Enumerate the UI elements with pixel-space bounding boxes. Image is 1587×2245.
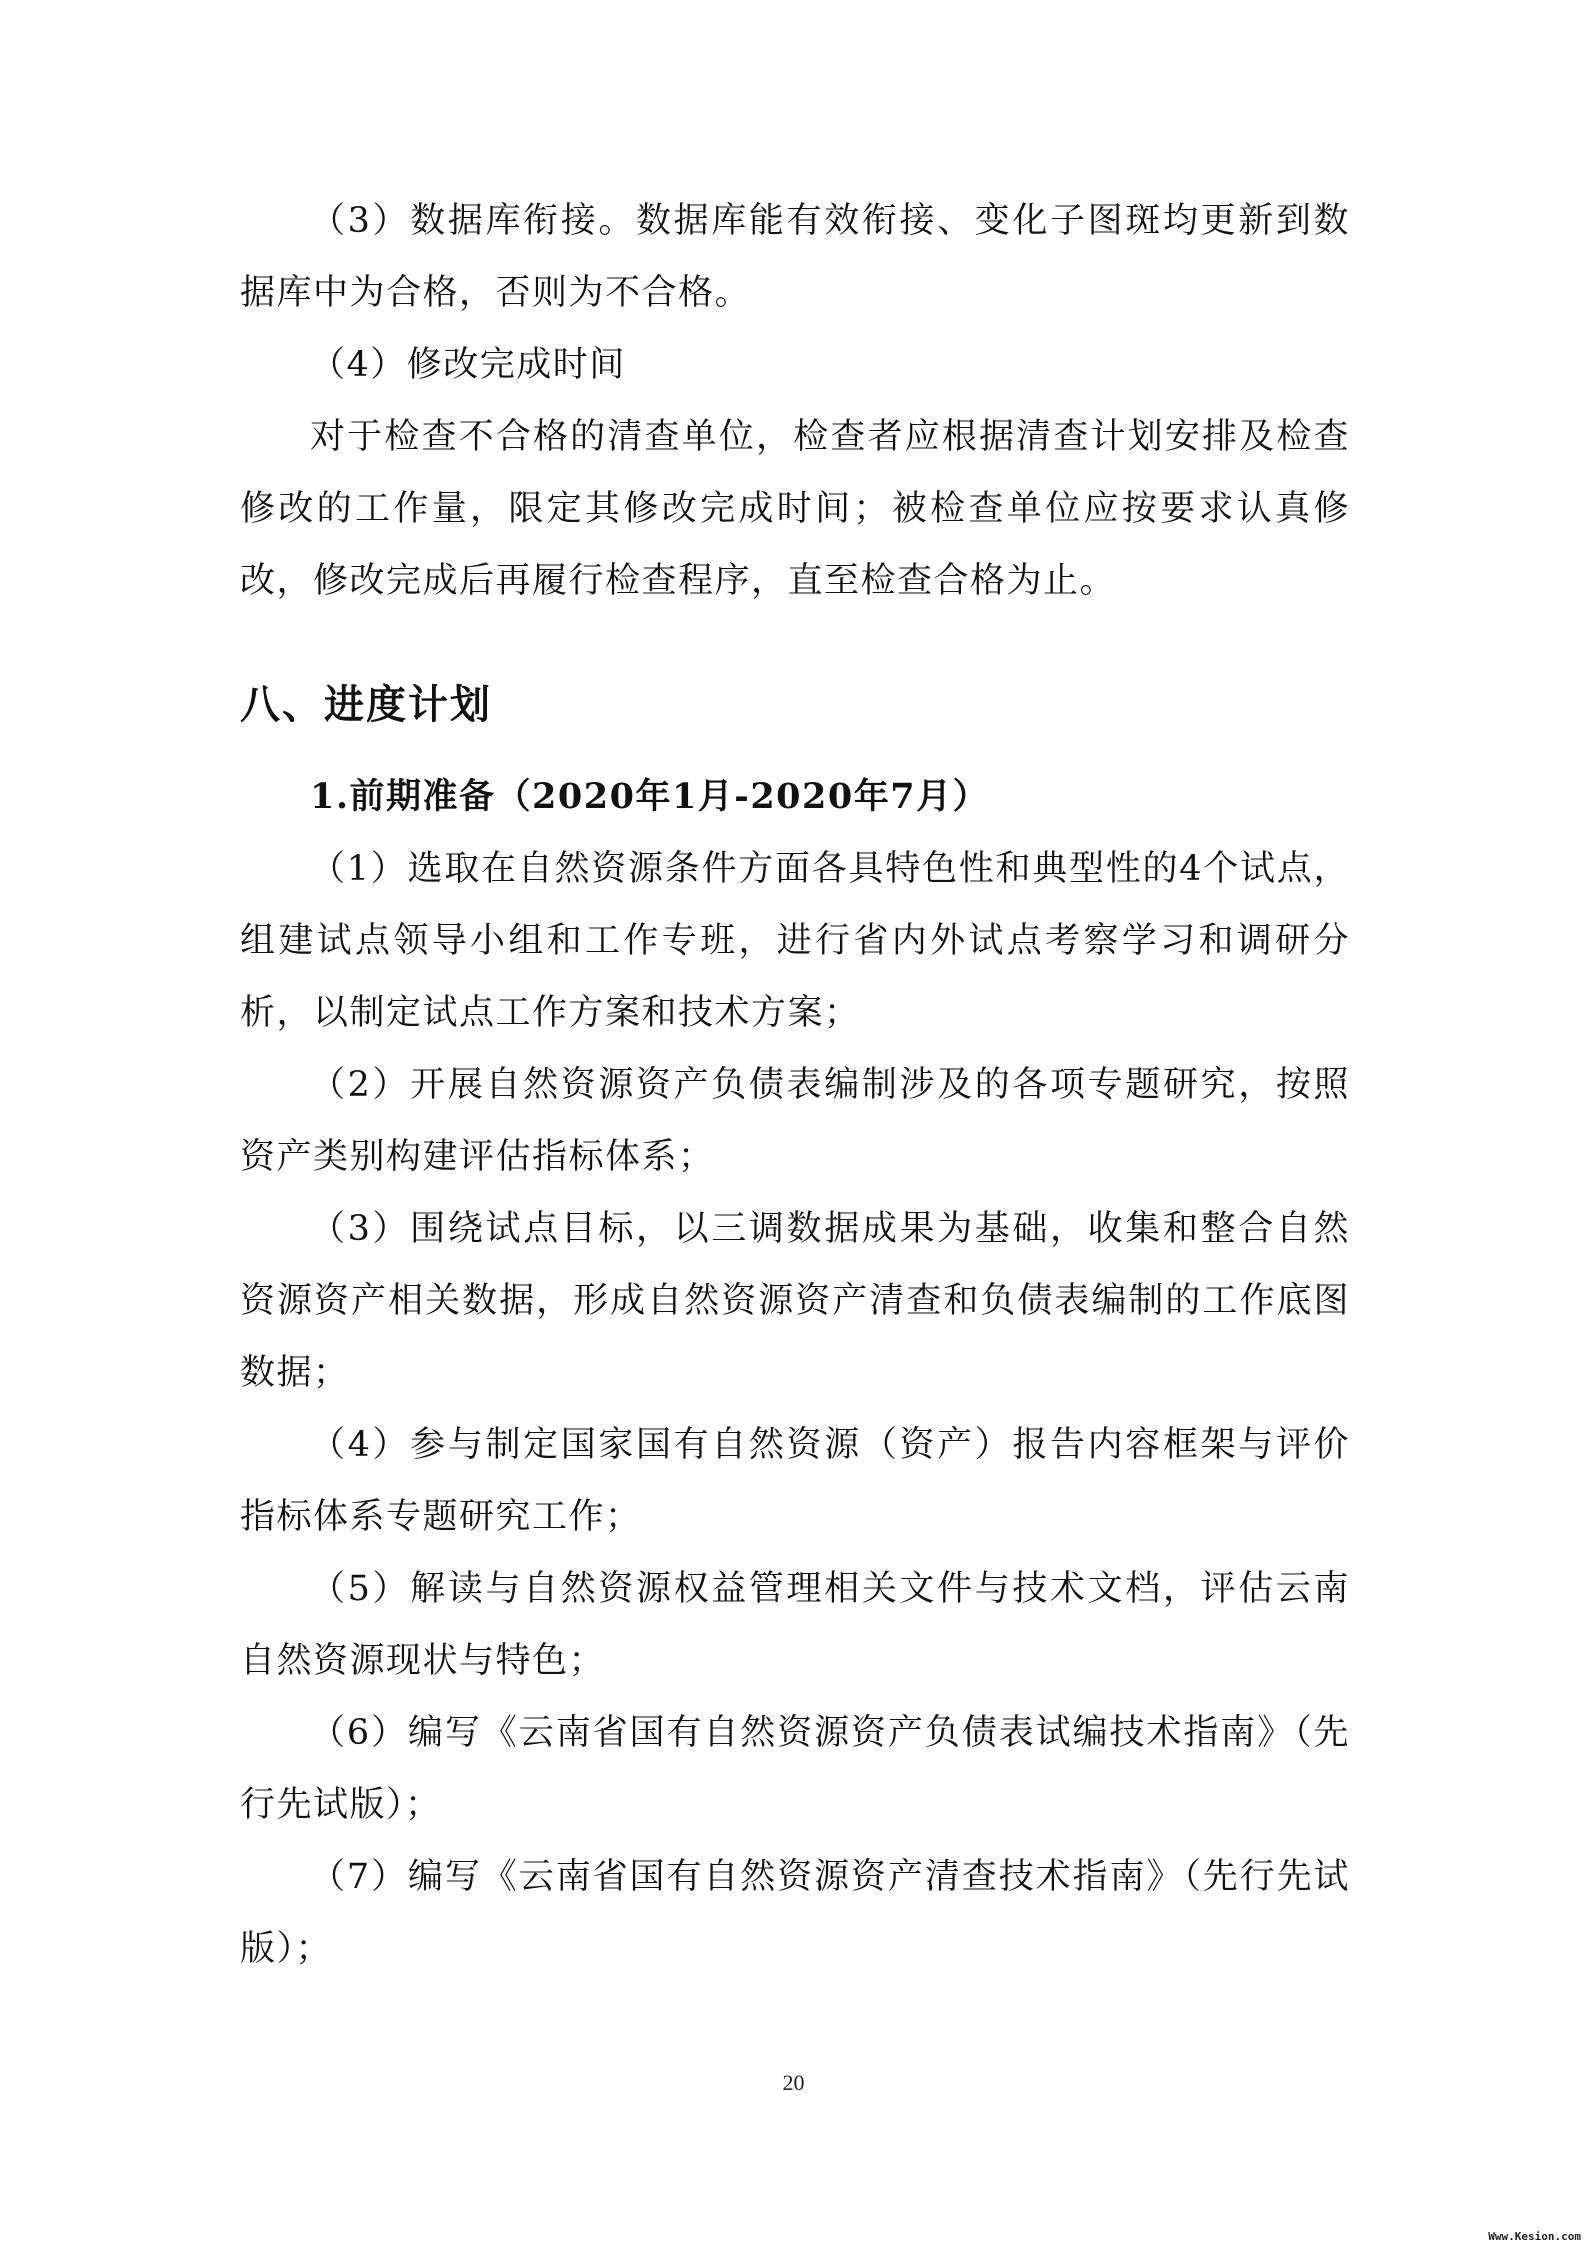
list-item: （4）参与制定国家国有自然资源（资产）报告内容框架与评价指标体系专题研究工作；: [240, 1425, 1350, 1537]
section-heading-schedule: 八、进度计划: [240, 682, 492, 728]
paragraph-fix-time-body: 对于检查不合格的清查单位，检查者应根据清查计划安排及检查修改的工作量，限定其修改完成时间；被检查单位应按要求认真修改，修改完成后再履行检查程序，直至检查合格为止。: [240, 417, 1350, 601]
page-number: 20: [782, 2070, 805, 2095]
paragraph-database-link: （3）数据库衔接。数据库能有效衔接、变化子图斑均更新到数据库中为合格，否则为不合格。: [240, 201, 1350, 313]
list-item: （7）编写《云南省国有自然资源资产清查技术指南》（先行先试版）；: [240, 1857, 1350, 1969]
list-item: （2）开展自然资源资产负债表编制涉及的各项专题研究，按照资产类别构建评估指标体系；: [240, 1065, 1350, 1177]
paragraph-fix-time-title: （4）修改完成时间: [310, 345, 626, 385]
list-item: （6）编写《云南省国有自然资源资产负债表试编技术指南》（先行先试版）；: [240, 1713, 1350, 1825]
list-item: （1）选取在自然资源条件方面各具特色性和典型性的4个试点，组建试点领导小组和工作专班，进行省内外试点考察学习和调研分析，以制定试点工作方案和技术方案；: [240, 849, 1350, 1033]
list-item: （5）解读与自然资源权益管理相关文件与技术文档，评估云南自然资源现状与特色；: [240, 1569, 1350, 1681]
page-content: [240, 185, 1350, 1985]
sub-heading-preparation: 1.前期准备（2020年1月-2020年7月）: [310, 776, 990, 817]
watermark-text: Www.Kesion.com: [1488, 2230, 1581, 2243]
list-item: （3）围绕试点目标，以三调数据成果为基础，收集和整合自然资源资产相关数据，形成自然资源资产清查和负债表编制的工作底图数据；: [240, 1209, 1350, 1393]
